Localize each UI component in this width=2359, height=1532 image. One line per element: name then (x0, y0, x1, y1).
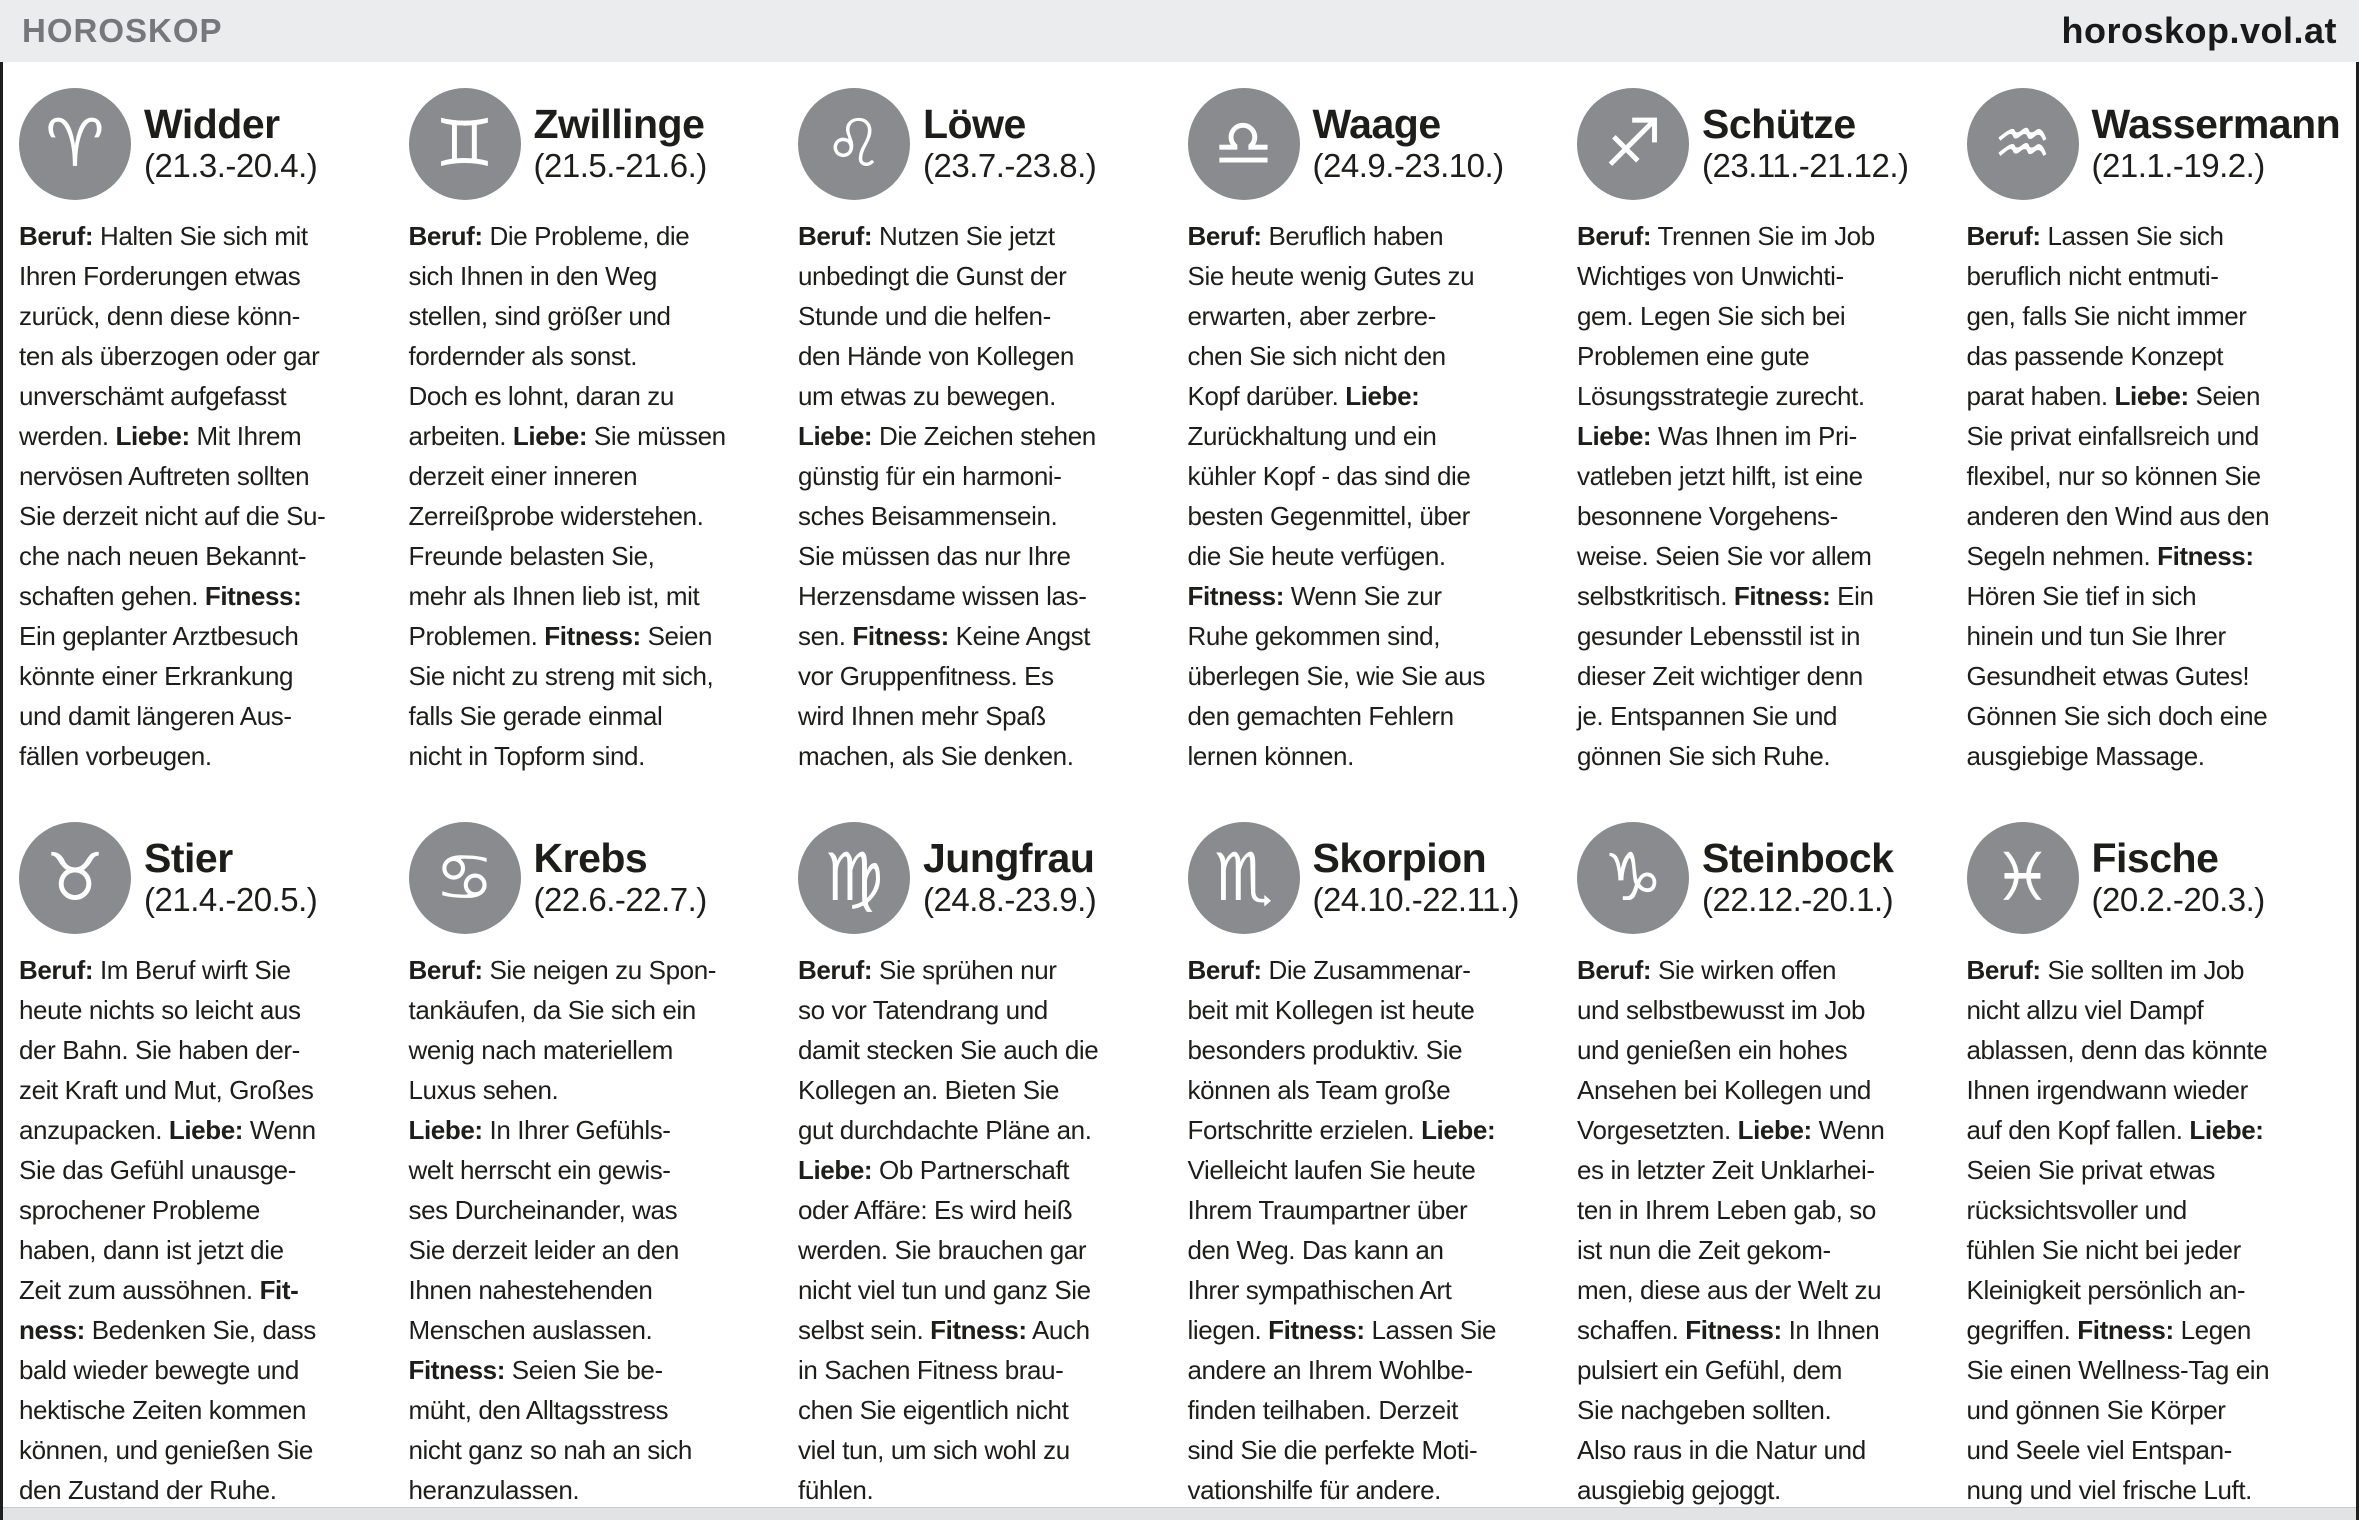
sign-text: Beruf: Sie neigen zu Spon- tankäufen, da Sie sich ein wenig nach materiellem Luxus sehen. Liebe: In Ihrer Gefühls- welt herrscht ein gewis- ses Durcheinander, was Sie derzeit leider an den Ihnen nahestehenden Menschen auslassen. Fitness: Seien Sie be- müht, den Alltagsstress nicht ganz so nah an sich heranzulassen. (408, 955, 717, 1505)
horoscope-content (0, 62, 2359, 1520)
capricorn-icon: ♑ (1577, 822, 1689, 934)
sign-name: Widder (144, 100, 280, 147)
sign-title-block (923, 836, 1096, 921)
sign-card (19, 88, 393, 776)
sign-text: Beruf: Beruflich haben Sie heute wenig Gutes zu erwarten, aber zerbre- chen Sie sich nicht den Kopf darüber. Liebe: Zurückhaltung und ein kühler Kopf - das sind die besten Gegenmittel, über die Sie heute verfügen. Fitness: Wenn Sie zur Ruhe gekommen sind, überlegen Sie, wie Sie aus den gemachten Fehlern lernen können. (1187, 221, 1485, 771)
sign-title-block (1313, 102, 1504, 187)
sign-text: Beruf: Die Zusammenar- beit mit Kollegen ist heute besonders produktiv. Sie können als Team große Fortschritte erzielen. Liebe: Vielleicht laufen Sie heute Ihrem Traumpartner über den Weg. Das kann an Ihrer sympathischen Art liegen. Fitness: Lassen Sie andere an Ihrem Wohlbe- finden teilhaben. Derzeit sind Sie die perfekte Moti- vationshilfe für andere. (1187, 955, 1497, 1505)
sign-card (1967, 88, 2341, 776)
sign-title-block (144, 836, 317, 921)
sign-title-block (534, 836, 707, 921)
sign-card (1577, 88, 1951, 776)
sign-name: Steinbock (1702, 834, 1894, 881)
sign-card (1188, 88, 1562, 776)
sign-name: Waage (1312, 100, 1441, 147)
sign-dates: (23.11.-21.12.) (1702, 147, 1909, 185)
aquarius-icon: ♒ (1967, 88, 2079, 200)
sign-dates: (21.1.-19.2.) (2091, 147, 2265, 185)
taurus-icon: ♉ (19, 822, 131, 934)
sign-dates: (23.7.-23.8.) (923, 147, 1097, 185)
cancer-icon: ♋ (409, 822, 521, 934)
sign-text: Beruf: Sie sprühen nur so vor Tatendrang und damit stecken Sie auch die Kollegen an. Bieten Sie gut durchdachte Pläne an. Liebe: Ob Partnerschaft oder Affäre: Es wird heiß werden. Sie brauchen gar nicht viel tun und ganz Sie selbst sein. Fitness: Auch in Sachen Fitness brau- chen Sie eigentlich nicht viel tun, um sich wohl zu fühlen. (798, 955, 1099, 1505)
sign-card (409, 88, 783, 776)
sign-text: Beruf: Die Probleme, die sich Ihnen in den Weg stellen, sind größer und fordernder als sonst. Doch es lohnt, daran zu arbeiten. Liebe: Sie müssen derzeit einer inneren Zerreißprobe widerstehen. Freunde belasten Sie, mehr als Ihnen lieb ist, mit Problemen. Fitness: Seien Sie nicht zu streng mit sich, falls Sie gerade einmal nicht in Topform sind. (408, 221, 726, 771)
sign-card (1188, 822, 1562, 1510)
sign-card (798, 822, 1172, 1510)
sign-card (798, 88, 1172, 776)
sign-dates: (20.2.-20.3.) (2091, 881, 2265, 919)
sign-name: Wassermann (2091, 100, 2341, 147)
masthead (0, 0, 2359, 62)
sign-dates: (24.10.-22.11.) (1312, 881, 1520, 919)
sign-header (1188, 88, 1562, 200)
sign-header (1577, 88, 1951, 200)
sign-header (19, 88, 393, 200)
sign-header (409, 822, 783, 934)
sign-title-block (923, 102, 1096, 187)
sign-grid (19, 88, 2340, 1510)
sign-name: Krebs (533, 834, 648, 881)
sign-header (1967, 88, 2341, 200)
sign-title-block (1702, 102, 1909, 187)
leo-icon: ♌ (798, 88, 910, 200)
sign-name: Löwe (923, 100, 1026, 147)
sign-name: Fische (2091, 834, 2219, 881)
sign-text: Beruf: Trennen Sie im Job Wichtiges von Unwichti- gem. Legen Sie sich bei Problemen eine gute Lösungsstrategie zurecht. Liebe: Was Ihnen im Pri- vatleben jetzt hilft, ist eine besonnene Vorgehens- weise. Seien Sie vor allem selbstkritisch. Fitness: Ein gesunder Lebensstil ist in dieser Zeit wichtiger denn je. Entspannen Sie und gönnen Sie sich Ruhe. (1577, 221, 1875, 771)
sign-text: Beruf: Nutzen Sie jetzt unbedingt die Gunst der Stunde und die helfen- den Hände von Kollegen um etwas zu bewegen. Liebe: Die Zeichen stehen günstig für ein harmoni- sches Beisammensein. Sie müssen das nur Ihre Herzensdame wissen las- sen. Fitness: Keine Angst vor Gruppenfitness. Es wird Ihnen mehr Spaß machen, als Sie denken. (798, 221, 1096, 771)
libra-icon: ♎ (1188, 88, 1300, 200)
sign-dates: (22.12.-20.1.) (1702, 881, 1894, 919)
sign-name: Jungfrau (923, 834, 1095, 881)
sign-header (798, 88, 1172, 200)
sign-text: Beruf: Sie wirken offen und selbstbewusst im Job und genießen ein hohes Ansehen bei Kollegen und Vorgesetzten. Liebe: Wenn es in letzter Zeit Unklarhei- ten in Ihrem Leben gab, so ist nun die Zeit gekom- men, diese aus der Welt zu schaffen. Fitness: In Ihnen pulsiert ein Gefühl, dem Sie nachgeben sollten. Also raus in die Natur und ausgiebig gejoggt. (1577, 955, 1885, 1505)
sign-dates: (21.5.-21.6.) (533, 147, 707, 185)
page-title: HOROSKOP (22, 12, 223, 49)
sign-title-block (144, 102, 317, 187)
sign-text: Beruf: Sie sollten im Job nicht allzu viel Dampf ablassen, denn das könnte Ihnen irgendwann wieder auf den Kopf fallen. Liebe: Seien Sie privat etwas rücksichtsvoller und fühlen Sie nicht bei jeder Kleinigkeit persönlich an- gegriffen. Fitness: Legen Sie einen Wellness-Tag ein und gönnen Sie Körper und Seele viel Entspan- nung und viel frische Luft. (1966, 955, 2270, 1505)
sign-card (19, 822, 393, 1510)
sign-text: Beruf: Im Beruf wirft Sie heute nichts so leicht aus der Bahn. Sie haben der- zeit Kraft und Mut, Großes anzupacken. Liebe: Wenn Sie das Gefühl unausge- sprochener Probleme haben, dann ist jetzt die Zeit zum aussöhnen. Fit- ness: Bedenken Sie, dass bald wieder bewegte und hektische Zeiten kommen können, und genießen Sie den Zustand der Ruhe. (19, 955, 316, 1505)
sign-title-block (1702, 836, 1893, 921)
virgo-icon: ♍ (798, 822, 910, 934)
sign-name: Schütze (1702, 100, 1856, 147)
sign-dates: (24.8.-23.9.) (923, 881, 1097, 919)
sign-title-block (534, 102, 707, 187)
sagittarius-icon: ♐ (1577, 88, 1689, 200)
sign-name: Skorpion (1312, 834, 1487, 881)
site-url: horoskop.vol.at (2061, 10, 2337, 51)
sign-header (19, 822, 393, 934)
sign-title-block (2092, 102, 2341, 187)
pisces-icon: ♓ (1967, 822, 2079, 934)
sign-dates: (21.3.-20.4.) (144, 147, 318, 185)
sign-text: Beruf: Lassen Sie sich beruflich nicht entmuti- gen, falls Sie nicht immer das passende Konzept parat haben. Liebe: Seien Sie privat einfallsreich und flexibel, nur so können Sie anderen den Wind aus den Segeln nehmen. Fitness: Hören Sie tief in sich hinein und tun Sie Ihrer Gesundheit etwas Gutes! Gönnen Sie sich doch eine ausgiebige Massage. (1966, 221, 2270, 771)
sign-title-block (1313, 836, 1520, 921)
sign-header (1577, 822, 1951, 934)
sign-card (409, 822, 783, 1510)
bottom-divider (3, 1507, 2356, 1520)
sign-title-block (2092, 836, 2265, 921)
sign-dates: (22.6.-22.7.) (533, 881, 707, 919)
sign-dates: (21.4.-20.5.) (144, 881, 318, 919)
sign-name: Stier (144, 834, 233, 881)
scorpio-icon: ♏ (1188, 822, 1300, 934)
aries-icon: ♈ (19, 88, 131, 200)
sign-dates: (24.9.-23.10.) (1312, 147, 1504, 185)
sign-card (1967, 822, 2341, 1510)
sign-header (409, 88, 783, 200)
sign-card (1577, 822, 1951, 1510)
sign-header (798, 822, 1172, 934)
sign-header (1967, 822, 2341, 934)
sign-header (1188, 822, 1562, 934)
sign-name: Zwillinge (533, 100, 705, 147)
sign-text: Beruf: Halten Sie sich mit Ihren Forderungen etwas zurück, denn diese könn- ten als überzogen oder gar unverschämt aufgefasst werden. Liebe: Mit Ihrem nervösen Auftreten sollten Sie derzeit nicht auf die Su- che nach neuen Bekannt- schaften gehen. Fitness: Ein geplanter Arztbesuch könnte einer Erkrankung und damit längeren Aus- fällen vorbeugen. (19, 221, 326, 771)
gemini-icon: ♊ (409, 88, 521, 200)
